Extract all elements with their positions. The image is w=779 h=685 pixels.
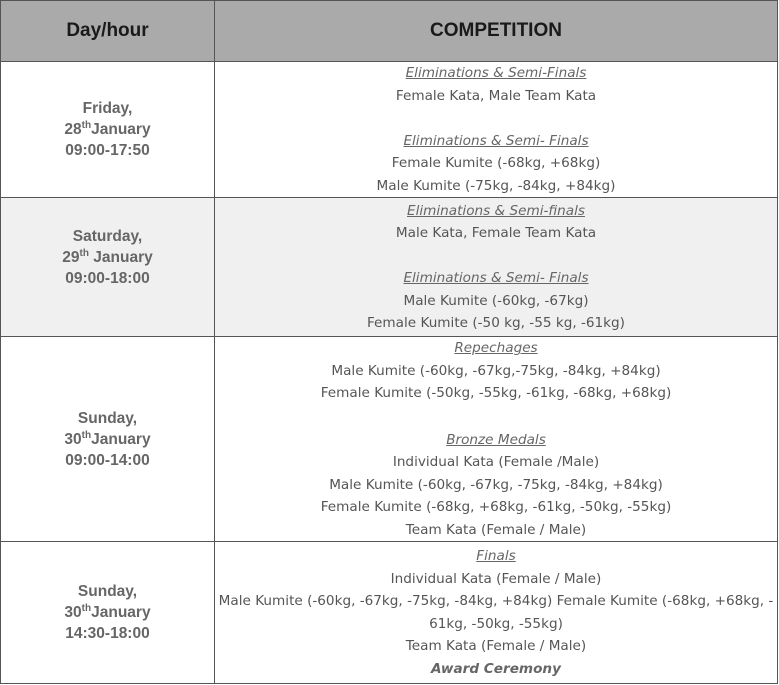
event-line: Male Kumite (-60kg, -67kg, -75kg, -84kg, +84kg) xyxy=(329,476,663,493)
day-cell xyxy=(1,62,215,198)
day-weekday: Saturday, xyxy=(72,227,143,245)
event-line: Team Kata (Female / Male) xyxy=(405,521,587,538)
event-line: Female Kumite (-68kg, +68kg) xyxy=(391,155,601,171)
day-date: 28thJanuary xyxy=(64,119,151,138)
group-heading: Eliminations & Semi-finals xyxy=(407,202,585,219)
group-heading: Finals xyxy=(476,548,516,564)
schedule-row-friday xyxy=(1,62,778,198)
competition-cell xyxy=(215,62,778,198)
event-line: Individual Kata (Female / Male) xyxy=(390,570,602,587)
event-line: Female Kumite (-50 kg, -55 kg, -61kg) xyxy=(366,315,625,331)
award-ceremony: Award Ceremony xyxy=(431,660,561,677)
schedule-row-saturday xyxy=(1,198,778,337)
event-line: Male Kumite (-60kg, -67kg,-75kg, -84kg, +84kg) xyxy=(331,362,661,379)
header-row xyxy=(1,1,778,62)
day-hours: 09:00-17:50 xyxy=(65,142,150,159)
day-date: 30thJanuary xyxy=(64,429,151,448)
event-line: Female Kumite (-50kg, -55kg, -61kg, -68kg, +68kg) xyxy=(320,385,672,401)
day-hours: 09:00-14:00 xyxy=(65,451,150,469)
group-heading: Bronze Medals xyxy=(446,431,546,448)
group-heading: Eliminations & Semi- Finals xyxy=(403,132,589,149)
event-line: Male Kumite (-60kg, -67kg) xyxy=(403,292,589,309)
event-line: 61kg, -50kg, -55kg) xyxy=(429,615,563,632)
group-heading: Repechages xyxy=(454,340,538,356)
schedule-row-sunday-afternoon xyxy=(1,542,778,684)
day-hour-header: Day/hour xyxy=(1,1,215,62)
day-cell xyxy=(1,198,215,337)
group-heading: Eliminations & Semi- Finals xyxy=(403,270,589,286)
competition-cell xyxy=(215,198,778,337)
event-line: Male Kumite (-75kg, -84kg, +84kg) xyxy=(376,177,616,194)
day-hours: 09:00-18:00 xyxy=(65,269,150,287)
event-line: Male Kumite (-60kg, -67kg, -75kg, -84kg, +84kg) Female Kumite (-68kg, +68kg, - xyxy=(218,593,774,609)
day-weekday: Sunday, xyxy=(77,409,138,427)
competition-cell xyxy=(215,337,778,542)
competition-header: COMPETITION xyxy=(215,1,778,62)
day-cell xyxy=(1,542,215,684)
event-line: Team Kata (Female / Male) xyxy=(405,638,587,654)
event-line: Individual Kata (Female /Male) xyxy=(392,454,600,470)
event-line: Female Kata, Male Team Kata xyxy=(395,87,597,104)
day-weekday: Sunday, xyxy=(77,583,138,600)
day-weekday: Friday, xyxy=(82,100,133,117)
day-hours: 14:30-18:00 xyxy=(65,625,150,642)
event-line: Male Kata, Female Team Kata xyxy=(395,225,597,241)
schedule-row-sunday-morning xyxy=(1,337,778,542)
day-cell xyxy=(1,337,215,542)
event-line: Female Kumite (-68kg, +68kg, -61kg, -50kg, -55kg) xyxy=(320,499,672,515)
day-date: 29th January xyxy=(62,247,153,266)
day-date: 30thJanuary xyxy=(64,602,151,621)
group-heading: Eliminations & Semi-Finals xyxy=(405,65,587,81)
competition-cell xyxy=(215,542,778,684)
